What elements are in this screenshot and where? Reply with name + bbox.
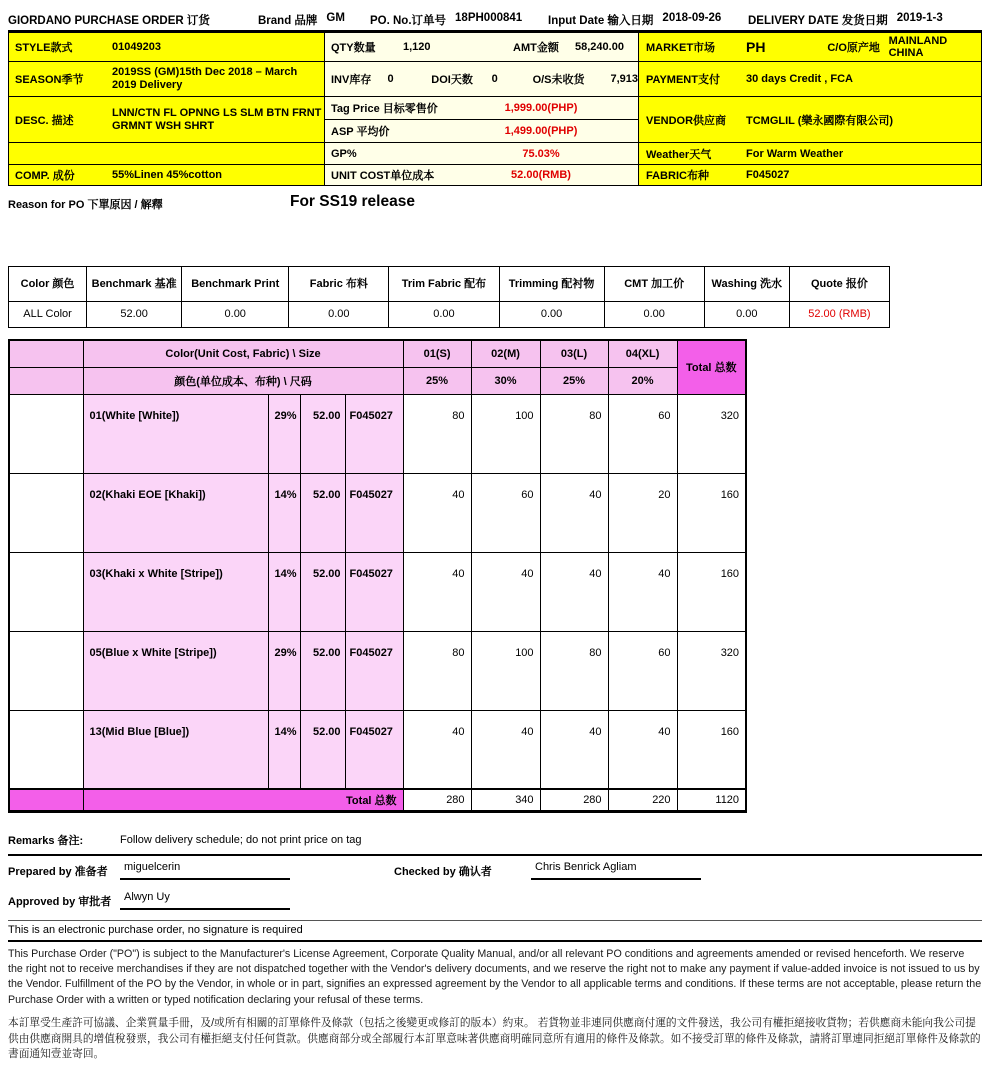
document-header [8, 10, 982, 33]
qty-s: 40 [403, 552, 471, 631]
amt-label: AMT金额 [513, 42, 559, 54]
tag-price-label: Tag Price 目标零售价 [331, 103, 438, 115]
size-total-row [9, 789, 746, 811]
remarks-label: Remarks 备注: [8, 834, 84, 847]
trimming-value: 0.00 [499, 302, 604, 328]
col-header-fabric: Fabric 布料 [289, 267, 389, 302]
asp-label: ASP 平均价 [331, 126, 390, 138]
color-fabric-code: F045027 [345, 394, 403, 473]
ratio-s: 25% [403, 367, 471, 394]
approved-row [8, 891, 982, 916]
amt-value: 58,240.00 [575, 41, 624, 53]
color-row-khaki [9, 473, 746, 552]
color-fabric-code: F045027 [345, 552, 403, 631]
qty-value: 1,120 [403, 41, 431, 53]
style-label: STYLE款式 [9, 33, 106, 61]
price-cell [324, 97, 639, 142]
color-fabric-code: F045027 [345, 473, 403, 552]
qty-m: 100 [471, 631, 540, 710]
weather-label: Weather天气 [639, 143, 739, 164]
col-header-quote: Quote 报价 [789, 267, 889, 302]
total-m: 340 [471, 789, 540, 811]
qty-s: 80 [403, 631, 471, 710]
qty-label: QTY数量 [331, 42, 376, 54]
col-header-benchmark: Benchmark 基准 [87, 267, 182, 302]
asp-value: 1,499.00(PHP) [504, 125, 578, 137]
gp-label: GP% [331, 147, 357, 160]
info-row-gp [9, 142, 981, 164]
po-number-value: 18PH000841 [455, 12, 523, 24]
info-row-desc [9, 96, 981, 142]
info-row-season [9, 61, 981, 96]
reason-label: Reason for PO 下單原因 / 解釋 [8, 199, 163, 211]
benchmark-cost-table [8, 266, 890, 328]
payment-value: 30 days Credit , FCA [739, 62, 981, 96]
market-value: PH [746, 39, 766, 55]
benchmark-value: 52.00 [87, 302, 182, 328]
qty-m: 60 [471, 473, 540, 552]
qty-row-total: 160 [677, 473, 746, 552]
input-date-label: Input Date 输入日期 [548, 15, 654, 27]
season-value: 2019SS (GM)15th Dec 2018 – March 2019 Delivery [106, 62, 324, 96]
trim-fabric-value: 0.00 [389, 302, 499, 328]
brand-field [258, 12, 370, 28]
gp-value: 75.03% [522, 147, 560, 160]
info-row-comp [9, 164, 981, 185]
size-header-row-2 [9, 367, 746, 394]
brand-label: Brand 品牌 [258, 15, 318, 27]
prepared-by-label: Prepared by 准备者 [8, 865, 108, 878]
fabric-cost-value: 0.00 [289, 302, 389, 328]
qty-row-total: 160 [677, 552, 746, 631]
qty-amt-cell [324, 33, 639, 61]
gp-cell [324, 143, 639, 164]
info-row-style [9, 33, 981, 61]
color-name: 02(Khaki EOE [Khaki]) [83, 473, 268, 552]
size-header-xl: 04(XL) [608, 340, 677, 367]
payment-label: PAYMENT支付 [639, 62, 739, 96]
total-xl: 220 [608, 789, 677, 811]
size-header-l: 03(L) [540, 340, 608, 367]
country-origin-value: MAINLAND CHINA [888, 35, 948, 59]
color-name: 01(White [White]) [83, 394, 268, 473]
col-header-trimming: Trimming 配衬物 [499, 267, 604, 302]
size-header-m: 02(M) [471, 340, 540, 367]
quote-value: 52.00 (RMB) [789, 302, 889, 328]
inventory-cell [324, 62, 639, 96]
color-fabric-code: F045027 [345, 631, 403, 710]
row-spacer-cell [9, 473, 83, 552]
delivery-date-field [748, 12, 982, 28]
qty-row-total: 320 [677, 394, 746, 473]
checked-by-signature: Chris Benrick Agliam [531, 861, 701, 880]
input-date-field [548, 12, 748, 28]
all-color-cell: ALL Color [9, 302, 87, 328]
washing-value: 0.00 [704, 302, 789, 328]
tag-price-row [325, 97, 638, 120]
desc-value: LNN/CTN FL OPNNG LS SLM BTN FRNT GRMNT WSH SHRT [106, 97, 324, 142]
brand-value: GM [326, 12, 345, 24]
ratio-m: 30% [471, 367, 540, 394]
color-size-header-en: Color(Unit Cost, Fabric) \ Size [83, 340, 403, 367]
country-origin-label: C/O原产地 [827, 42, 880, 54]
size-header-s: 01(S) [403, 340, 471, 367]
qty-xl: 40 [608, 710, 677, 789]
vendor-label: VENDOR供应商 [639, 97, 739, 142]
reason-row [8, 193, 982, 219]
ratio-xl: 20% [608, 367, 677, 394]
cmt-value: 0.00 [604, 302, 704, 328]
delivery-date-label: DELIVERY DATE 发货日期 [748, 15, 888, 27]
benchmark-header-row [9, 267, 890, 302]
approved-by-signature: Alwyn Uy [120, 891, 290, 910]
col-header-benchmark-print: Benchmark Print [182, 267, 289, 302]
total-column-header: Total 总数 [677, 340, 746, 394]
qty-l: 40 [540, 552, 608, 631]
col-header-cmt: CMT 加工价 [604, 267, 704, 302]
po-number-field [370, 12, 548, 28]
ratio-l: 25% [540, 367, 608, 394]
row-spacer-cell [9, 710, 83, 789]
tag-price-value: 1,999.00(PHP) [504, 102, 578, 114]
checked-by-label: Checked by 确认者 [394, 865, 492, 878]
po-number-label: PO. No.订单号 [370, 15, 447, 27]
electronic-order-note: This is an electronic purchase order, no signature is required [8, 920, 982, 942]
total-row-label: Total 总数 [83, 789, 403, 811]
qty-s: 40 [403, 473, 471, 552]
prepared-checked-row [8, 861, 982, 886]
terms-chinese: 本訂單受生產許可協議、企業質量手冊，及/或所有相關的訂單條件及條款（包括之後變更或修訂的版本）約束。 若貨物並非連同供應商付運的文件發送，我公司有權拒絕接收貨物；若供應商未能向我公司提供由供應商開具的增值稅發票，我公司有權拒絕支付任何貨款。供應商部分或全部履行本訂單意味著供應商明確同意所有適用的條件及條款。如不接受訂單的條件及條款，請將訂單連同拒絕訂單條件及條款的書面通知壹並寄回。 [8, 1017, 981, 1061]
color-unit-cost: 52.00 [300, 710, 345, 789]
qty-xl: 40 [608, 552, 677, 631]
delivery-date-value: 2019-1-3 [896, 12, 943, 24]
qty-l: 40 [540, 710, 608, 789]
qty-xl: 20 [608, 473, 677, 552]
qty-m: 40 [471, 710, 540, 789]
color-name: 05(Blue x White [Stripe]) [83, 631, 268, 710]
row-spacer-cell [9, 394, 83, 473]
doi-value: 0 [491, 73, 498, 85]
os-value: 7,913 [610, 73, 638, 85]
document-title: GIORDANO PURCHASE ORDER 订货 [8, 15, 210, 27]
reason-value: For SS19 release [290, 193, 415, 210]
total-spacer-cell [9, 789, 83, 811]
color-ratio: 14% [268, 710, 300, 789]
unit-cost-label: UNIT COST单位成本 [331, 170, 435, 182]
desc-label: DESC. 描述 [9, 97, 106, 142]
total-l: 280 [540, 789, 608, 811]
weather-value: For Warm Weather [739, 143, 981, 164]
size-header-row-1 [9, 340, 746, 367]
color-ratio: 14% [268, 552, 300, 631]
color-size-header-zh: 颜色(单位成本、布种) \ 尺码 [83, 367, 403, 394]
qty-s: 40 [403, 710, 471, 789]
style-value: 01049203 [106, 33, 324, 61]
market-cell [739, 33, 981, 61]
color-name: 13(Mid Blue [Blue]) [83, 710, 268, 789]
asp-row [325, 120, 638, 142]
corner-cell-top [9, 340, 83, 367]
approved-by-label: Approved by 审批者 [8, 895, 112, 908]
corner-cell-bottom [9, 367, 83, 394]
qty-s: 80 [403, 394, 471, 473]
input-date-value: 2018-09-26 [662, 12, 722, 24]
qty-row-total: 160 [677, 710, 746, 789]
vendor-value: TCMGLIL (樂永國際有限公司) [739, 97, 981, 142]
qty-l: 80 [540, 631, 608, 710]
color-ratio: 29% [268, 631, 300, 710]
color-ratio: 29% [268, 394, 300, 473]
row-spacer-cell [9, 552, 83, 631]
doi-label: DOI天数 [431, 74, 473, 86]
color-name: 03(Khaki x White [Stripe]) [83, 552, 268, 631]
col-header-color: Color 颜色 [9, 267, 87, 302]
col-header-washing: Washing 洗水 [704, 267, 789, 302]
unit-cost-cell [324, 165, 639, 185]
market-label: MARKET市场 [639, 33, 739, 61]
os-label: O/S未收货 [532, 74, 585, 86]
qty-row-total: 320 [677, 631, 746, 710]
remarks-row [8, 832, 982, 856]
order-info-table [8, 33, 982, 186]
color-unit-cost: 52.00 [300, 473, 345, 552]
color-ratio: 14% [268, 473, 300, 552]
col-header-trim-fabric: Trim Fabric 配布 [389, 267, 499, 302]
benchmark-print-value: 0.00 [182, 302, 289, 328]
terms-english: This Purchase Order ("PO") is subject to the Manufacturer's License Agreement, Corporate Quality Manual, and/or all relevant PO conditions and agreements amended or revised henceforth. We reserve the right not to receive merchandises if they are not dispatched together with the Vendor's delivery documents, and we reserve the right not to make any payment if value-added invoice is not issued to us by the Vendor. Fulfillment of the PO by the Vendor, in whole or in part, signifies an expressed agreement by the Vendor to all applicable terms and conditions. If these terms are not acceptable, please return the Purchase Order with a written or typed notification declaring your refusal of these terms. [8, 947, 982, 1006]
benchmark-value-row [9, 302, 890, 328]
fabric-label: FABRIC布种 [639, 165, 739, 185]
empty-yellow-cell [9, 143, 324, 164]
color-row-mid-blue [9, 710, 746, 789]
comp-value: 55%Linen 45%cotton [106, 165, 324, 185]
color-size-breakdown-table [8, 339, 747, 813]
season-label: SEASON季节 [9, 62, 106, 96]
qty-m: 40 [471, 552, 540, 631]
grand-total: 1120 [677, 789, 746, 811]
inv-label: INV库存 [331, 74, 372, 86]
qty-l: 80 [540, 394, 608, 473]
prepared-by-signature: miguelcerin [120, 861, 290, 880]
qty-m: 100 [471, 394, 540, 473]
total-s: 280 [403, 789, 471, 811]
color-row-white [9, 394, 746, 473]
qty-xl: 60 [608, 631, 677, 710]
color-unit-cost: 52.00 [300, 631, 345, 710]
color-unit-cost: 52.00 [300, 394, 345, 473]
inv-value: 0 [387, 73, 394, 85]
color-unit-cost: 52.00 [300, 552, 345, 631]
fabric-value: F045027 [739, 165, 981, 185]
qty-xl: 60 [608, 394, 677, 473]
remarks-value: Follow delivery schedule; do not print price on tag [120, 833, 362, 846]
qty-l: 40 [540, 473, 608, 552]
color-row-khaki-white [9, 552, 746, 631]
color-row-blue-white [9, 631, 746, 710]
color-fabric-code: F045027 [345, 710, 403, 789]
unit-cost-value: 52.00(RMB) [511, 169, 571, 181]
row-spacer-cell [9, 631, 83, 710]
comp-label: COMP. 成份 [9, 165, 106, 185]
